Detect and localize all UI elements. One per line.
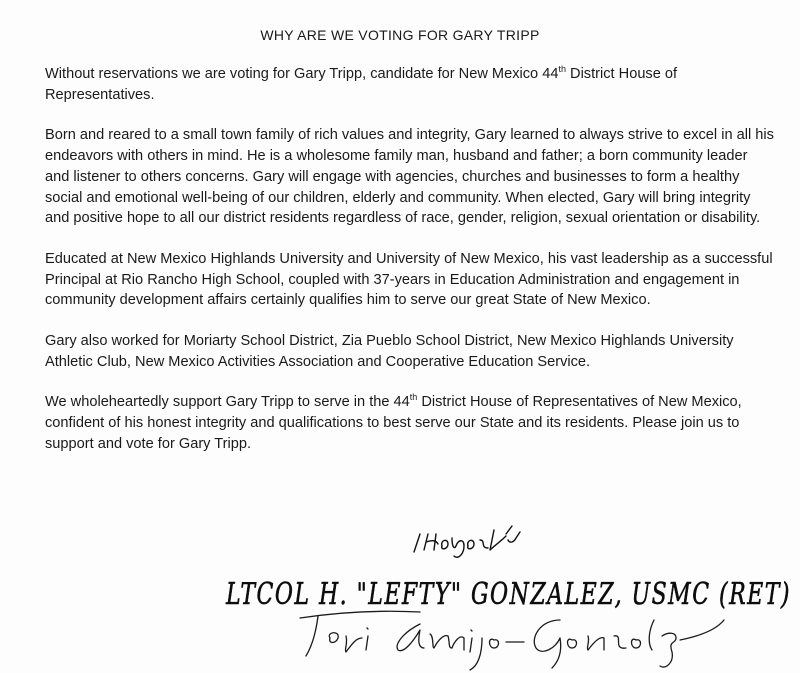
paragraph-education: Educated at New Mexico Highlands University and University of New Mexico, his vast leadership as a successful Principal at Rio Rancho High School, coupled with 37-years in Education Administration and engagement in community development affairs certainly qualifies him to serve our great State of New Mexico. — [45, 250, 773, 309]
printed-name-text: LTCOL H. "LEFTY" GONZALEZ, USMC (RET) — [225, 577, 792, 612]
paragraph-endorsement-text: We wholeheartedly support Gary Tripp to serve in the 44 — [45, 394, 410, 411]
paragraph-intro-text: Without reservations we are voting for Gary Tripp, candidate for New Mexico 44 — [45, 66, 559, 82]
paragraph-intro — [45, 64, 775, 105]
cursive-signature — [300, 611, 724, 670]
letter-title: WHY ARE WE VOTING FOR GARY TRIPP — [260, 27, 540, 43]
signature-drawing — [0, 520, 800, 673]
paragraph-endorsement-text-end: District House of Representatives of New Mexico, confident of his honest integrity and qualifications to best serve our State and its residents. Please join us to support and vote for Gary Tripp. — [45, 394, 742, 452]
paragraph-background: Born and reared to a small town family of rich values and integrity, Gary learned to always strive to excel in all his endeavors with others in mind. He is a wholesome family man, husband and father; a born community leader and listener to others concerns. Gary will engage with agencies, churches and businesses to form a healthy social and emotional well-being of our children, elderly and community. When elected, Gary will bring integrity and positive hope to all our district residents regardless of race, gender, religion, sexual orientation or disability. — [45, 127, 774, 227]
paragraph-intro-text-end: District House of Representatives. — [45, 66, 678, 103]
scrawl-signature — [414, 526, 520, 557]
printed-name-signature — [225, 577, 791, 612]
paragraph-work-history: Gary also worked for Moriarty School District, Zia Pueblo School District, New Mexico Highlands University Athletic Club, New Mexico Activities Association and Cooperative Education Service. — [45, 333, 734, 370]
signature-block — [0, 520, 800, 673]
ordinal-suffix: th — [558, 64, 566, 75]
paragraph-endorsement — [45, 392, 775, 454]
ordinal-suffix: th — [409, 392, 418, 403]
letter-body — [45, 64, 775, 475]
